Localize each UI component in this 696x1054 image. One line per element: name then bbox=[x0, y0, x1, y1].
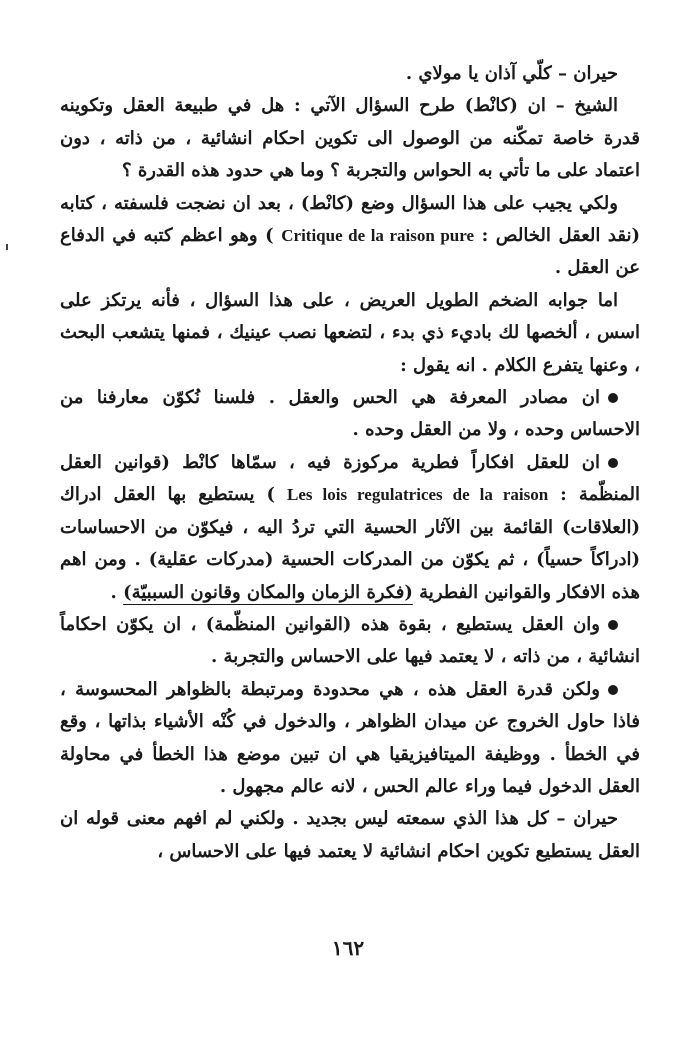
paragraph-hairan-1: حيران – كلّي آذان يا مولاي . bbox=[405, 63, 618, 84]
paragraph-kant-book-part-b: ) وهو اعظم كتبه في الدفاع عن العقل . bbox=[60, 225, 640, 279]
bullet-item-synthetic-judgments bbox=[60, 609, 640, 674]
bullet-item-innate-ideas-text-a: ان للعقل افكاراً فطرية مركوزة فيه ، سمّاها كانْط (قوانين العقل المنظّمة : bbox=[60, 451, 640, 506]
paragraph-kant-book-part-a: ولكي يجيب على هذا السؤال وضع (كانْط) ، بعد ان نضجت فلسفته ، كتابه (نقد العقل الخالص : bbox=[60, 192, 640, 247]
bullet-icon bbox=[608, 458, 618, 468]
paragraph-kant-book bbox=[60, 188, 640, 285]
bullet-item-sources-text: ان مصادر المعرفة هي الحس والعقل . فلسنا نُكوّن معارفنا من الاحساس وحده ، ولا من العقل وحده . bbox=[60, 387, 640, 441]
body-text bbox=[60, 58, 640, 868]
bullet-icon bbox=[608, 393, 618, 403]
bullet-item-synthetic-judgments-text: وان العقل يستطيع ، بقوة هذه (القوانين المنظّمة) ، ان يكوّن احكاماً انشائية ، من ذاته ، لا يعتمد فيها على الاحساس والتجربة . bbox=[60, 613, 640, 668]
bullet-item-innate-ideas-text-b: ) يستطيع بها العقل ادراك (العلاقات) القائمة بين الآثار الحسية التي تردُ اليه ، فيكوّن من الاحساسات (ادراكاً حسياً) ، ثم يكوّن من المدركات الحسية (مدركات عقلية) . ومن اهم هذه الافكار والقوانين الفطرية bbox=[60, 484, 640, 603]
margin-mark bbox=[6, 244, 8, 250]
paragraph-answer-intro: اما جوابه الضخم الطويل العريض ، على هذا السؤال ، فأنه يرتكز على اسس ، ألخصها لك باديء ذي بدء ، لتضعها نصب عينيك ، فمنها يتشعب البحث ، وعنها يتفرع الكلام . انه يقول : bbox=[60, 289, 640, 376]
bullet-icon bbox=[608, 620, 618, 630]
latin-title-critique: Critique de la raison pure bbox=[281, 226, 475, 246]
paragraph-sheikh-question: الشيخ – ان (كانْط) طرح السؤال الآتي : هل في طبيعة العقل وتكوينه قدرة خاصة تمكّنه من الوصول الى تكوين احكام انشائية ، من ذاته ، دون اعتماد على ما تأتي به الحواس والتجربة ؟ وما هي حدود هذه القدرة ؟ bbox=[60, 95, 640, 182]
bullet-item-limits-text: ولكن قدرة العقل هذه ، هي محدودة ومرتبطة بالظواهر المحسوسة ، فاذا حاول الخروج عن ميدان الظواهر ، والدخول في كُنْه الأشياء بذاتها ، وقع في الخطأ . ووظيفة الميتافيزيقيا هي ان تبين موضع هذا الخطأ في محاولة العقل الدخول فيما وراء عالم الحس ، لانه عالم مجهول . bbox=[60, 678, 640, 797]
bullet-icon bbox=[608, 685, 618, 695]
bullet-item-innate-ideas bbox=[60, 447, 640, 609]
page-number: ١٦٢ bbox=[331, 936, 365, 960]
paragraph-hairan-2: حيران – كل هذا الذي سمعته ليس بجديد . ولكني لم افهم معنى قوله ان العقل يستطيع تكوين احكام انشائية لا يعتمد فيها على الاحساس ، bbox=[60, 808, 640, 862]
bullet-item-limits bbox=[60, 674, 640, 804]
bullet-item-sources bbox=[60, 382, 640, 447]
underlined-phrase: (فكرة الزمان والمكان وقانون السببيّة) bbox=[123, 581, 413, 603]
bullet-item-innate-ideas-text-c: . bbox=[110, 581, 117, 603]
latin-title-lois: Les lois regulatrices de la raison bbox=[287, 485, 549, 505]
